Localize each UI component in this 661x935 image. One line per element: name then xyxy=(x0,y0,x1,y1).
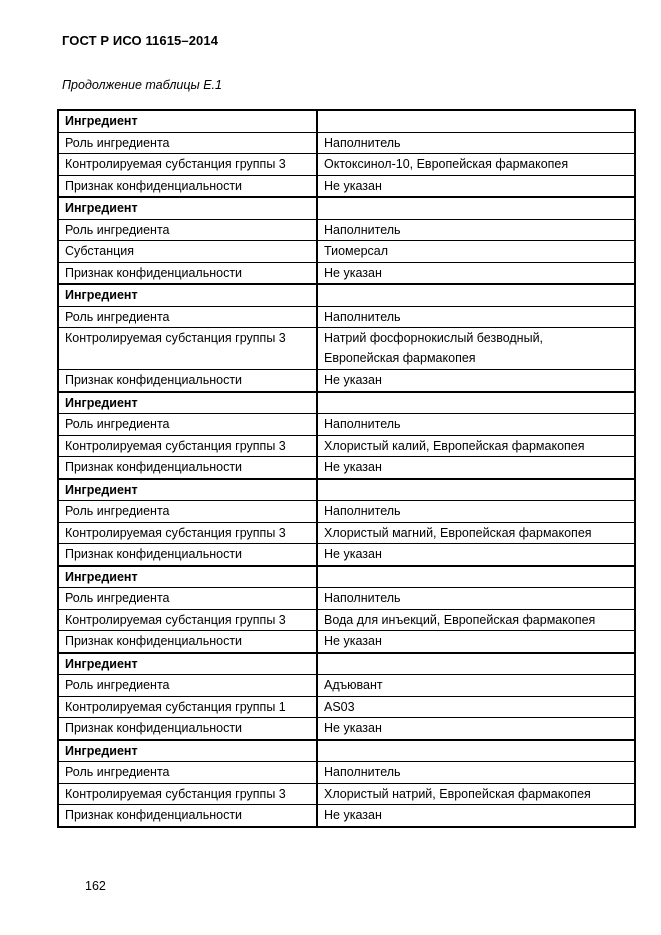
table-row xyxy=(58,132,635,154)
page-number: 162 xyxy=(85,879,106,893)
group-title-value xyxy=(317,110,635,132)
row-value xyxy=(317,328,635,370)
group-title: Ингредиент xyxy=(58,284,317,306)
table-row xyxy=(58,783,635,805)
row-label: Признак конфиденциальности xyxy=(58,718,317,740)
row-label: Контролируемая субстанция группы 3 xyxy=(58,609,317,631)
row-value: Наполнитель xyxy=(317,588,635,610)
table-row xyxy=(58,435,635,457)
row-label: Признак конфиденциальности xyxy=(58,544,317,566)
table-row xyxy=(58,762,635,784)
group-title: Ингредиент xyxy=(58,653,317,675)
standard-header: ГОСТ Р ИСО 11615–2014 xyxy=(62,33,219,48)
table-row xyxy=(58,175,635,197)
group-title: Ингредиент xyxy=(58,566,317,588)
group-title: Ингредиент xyxy=(58,740,317,762)
row-label: Субстанция xyxy=(58,241,317,263)
row-label: Роль ингредиента xyxy=(58,501,317,523)
row-label: Контролируемая субстанция группы 3 xyxy=(58,783,317,805)
row-label: Признак конфиденциальности xyxy=(58,262,317,284)
row-value: AS03 xyxy=(317,696,635,718)
table-row xyxy=(58,457,635,479)
row-label: Роль ингредиента xyxy=(58,306,317,328)
row-value: Наполнитель xyxy=(317,219,635,241)
table-row xyxy=(58,154,635,176)
row-value: Хлористый магний, Европейская фармакопея xyxy=(317,522,635,544)
group-title: Ингредиент xyxy=(58,110,317,132)
row-label: Роль ингредиента xyxy=(58,675,317,697)
table-row xyxy=(58,306,635,328)
row-label: Признак конфиденциальности xyxy=(58,631,317,653)
table-row xyxy=(58,718,635,740)
row-label: Контролируемая субстанция группы 3 xyxy=(58,328,317,370)
row-label: Контролируемая субстанция группы 3 xyxy=(58,522,317,544)
row-value: Вода для инъекций, Европейская фармакопея xyxy=(317,609,635,631)
row-label: Признак конфиденциальности xyxy=(58,370,317,392)
row-value: Тиомерсал xyxy=(317,241,635,263)
group-title: Ингредиент xyxy=(58,197,317,219)
row-label: Роль ингредиента xyxy=(58,414,317,436)
row-value: Наполнитель xyxy=(317,414,635,436)
row-value: Хлористый калий, Европейская фармакопея xyxy=(317,435,635,457)
row-value: Хлористый натрий, Европейская фармакопея xyxy=(317,783,635,805)
row-value: Не указан xyxy=(317,805,635,827)
table-row xyxy=(58,588,635,610)
row-value: Наполнитель xyxy=(317,306,635,328)
group-title-value xyxy=(317,566,635,588)
row-label: Контролируемая субстанция группы 3 xyxy=(58,154,317,176)
row-label: Контролируемая субстанция группы 1 xyxy=(58,696,317,718)
row-label: Роль ингредиента xyxy=(58,132,317,154)
row-value-line: Европейская фармакопея xyxy=(324,351,476,365)
table-row xyxy=(58,284,635,306)
table-row xyxy=(58,197,635,219)
row-value: Не указан xyxy=(317,262,635,284)
row-value: Не указан xyxy=(317,175,635,197)
table-row xyxy=(58,609,635,631)
row-value: Наполнитель xyxy=(317,501,635,523)
row-value: Октоксинол-10, Европейская фармакопея xyxy=(317,154,635,176)
group-title-value xyxy=(317,284,635,306)
row-value: Не указан xyxy=(317,370,635,392)
row-value-line: Натрий фосфорнокислый безводный, xyxy=(324,331,544,345)
group-title-value xyxy=(317,740,635,762)
group-title-value xyxy=(317,392,635,414)
table-row xyxy=(58,675,635,697)
table-row xyxy=(58,740,635,762)
table-row xyxy=(58,262,635,284)
row-label: Признак конфиденциальности xyxy=(58,457,317,479)
table-row xyxy=(58,653,635,675)
table-row xyxy=(58,696,635,718)
ingredients-table xyxy=(57,109,636,828)
row-value: Не указан xyxy=(317,718,635,740)
group-title-value xyxy=(317,653,635,675)
table-row xyxy=(58,566,635,588)
table-row xyxy=(58,544,635,566)
row-label: Контролируемая субстанция группы 3 xyxy=(58,435,317,457)
row-value: Наполнитель xyxy=(317,762,635,784)
row-label: Роль ингредиента xyxy=(58,219,317,241)
table-row xyxy=(58,370,635,392)
row-value: Не указан xyxy=(317,457,635,479)
table-row xyxy=(58,414,635,436)
group-title: Ингредиент xyxy=(58,479,317,501)
table-row xyxy=(58,522,635,544)
table-row xyxy=(58,805,635,827)
row-value: Наполнитель xyxy=(317,132,635,154)
row-value: Не указан xyxy=(317,631,635,653)
group-title: Ингредиент xyxy=(58,392,317,414)
group-title-value xyxy=(317,479,635,501)
row-value: Адъювант xyxy=(317,675,635,697)
row-label: Роль ингредиента xyxy=(58,588,317,610)
table-row xyxy=(58,328,635,370)
row-label: Признак конфиденциальности xyxy=(58,175,317,197)
row-value: Не указан xyxy=(317,544,635,566)
table-caption: Продолжение таблицы Е.1 xyxy=(62,78,222,92)
table-row xyxy=(58,219,635,241)
group-title-value xyxy=(317,197,635,219)
table-row xyxy=(58,631,635,653)
row-label: Признак конфиденциальности xyxy=(58,805,317,827)
table-row xyxy=(58,501,635,523)
table-row xyxy=(58,110,635,132)
table-row xyxy=(58,241,635,263)
table-row xyxy=(58,479,635,501)
row-label: Роль ингредиента xyxy=(58,762,317,784)
table-row xyxy=(58,392,635,414)
